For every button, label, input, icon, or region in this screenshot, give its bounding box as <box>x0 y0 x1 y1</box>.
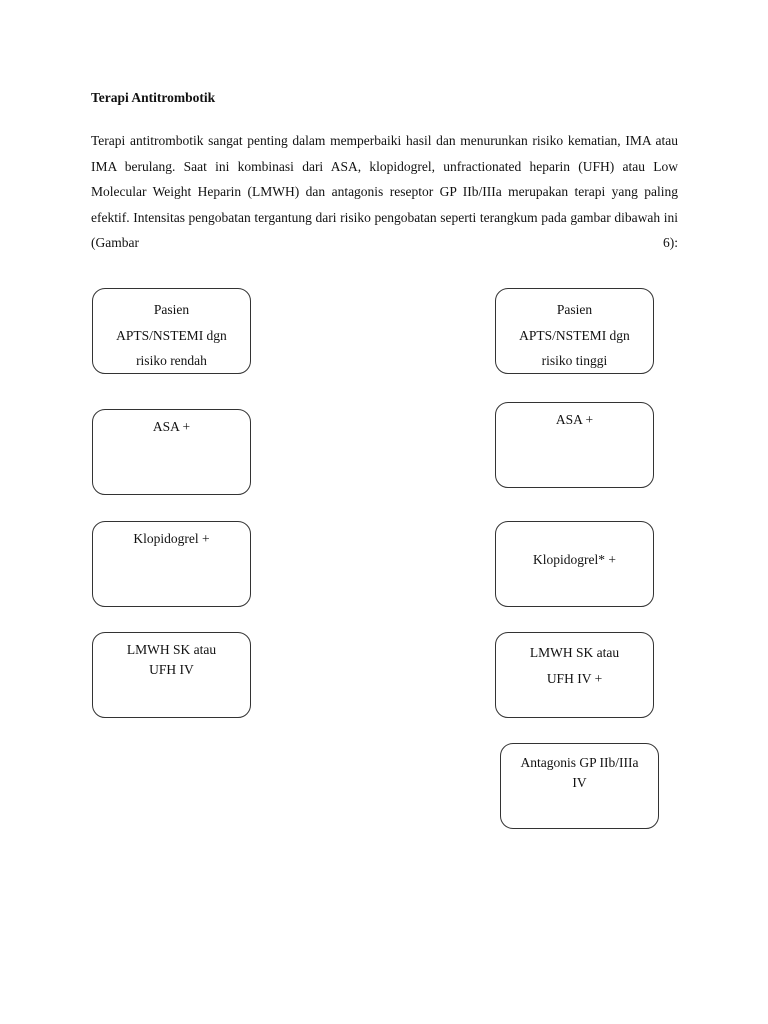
high-risk-antagonis-box <box>500 743 659 829</box>
section-heading: Terapi Antitrombotik <box>91 90 216 105</box>
low-risk-asa-label: ASA + <box>152 419 191 434</box>
low-risk-lmwh-box <box>92 632 251 718</box>
low-risk-klopidogrel-box <box>92 521 251 607</box>
low-risk-asa-box <box>92 409 251 495</box>
high-risk-patient-box <box>495 288 654 374</box>
low-risk-klopidogrel-label: Klopidogrel + <box>133 531 210 546</box>
high-risk-patient-label: Pasien APTS/NSTEMI dgn risiko tinggi <box>519 302 630 368</box>
low-risk-lmwh-label: LMWH SK atau UFH IV <box>126 642 217 677</box>
high-risk-antagonis-label: Antagonis GP IIb/IIIa IV <box>520 755 639 790</box>
high-risk-asa-label: ASA + <box>555 412 594 427</box>
high-risk-klopidogrel-label: Klopidogrel* + <box>533 552 616 567</box>
low-risk-patient-label: Pasien APTS/NSTEMI dgn risiko rendah <box>116 302 227 368</box>
low-risk-patient-box <box>92 288 251 374</box>
high-risk-lmwh-box <box>495 632 654 718</box>
high-risk-klopidogrel-box <box>495 521 654 607</box>
body-paragraph: Terapi antitrombotik sangat penting dalam memperbaiki hasil dan menurunkan risiko kematian, IMA atau IMA berulang. Saat ini kombinasi dari ASA, klopidogrel, unfractionated heparin (UFH) atau Low Molecular Weight Heparin (LMWH) dan antagonis reseptor GP IIb/IIIa merupakan terapi yang paling efektif. Intensitas pengobatan tergantung dari risiko pengobatan seperti terangkum pada gambar dibawah ini (Gambar 6): <box>91 133 678 250</box>
high-risk-lmwh-label: LMWH SK atau UFH IV + <box>529 645 620 686</box>
high-risk-asa-box <box>495 402 654 488</box>
